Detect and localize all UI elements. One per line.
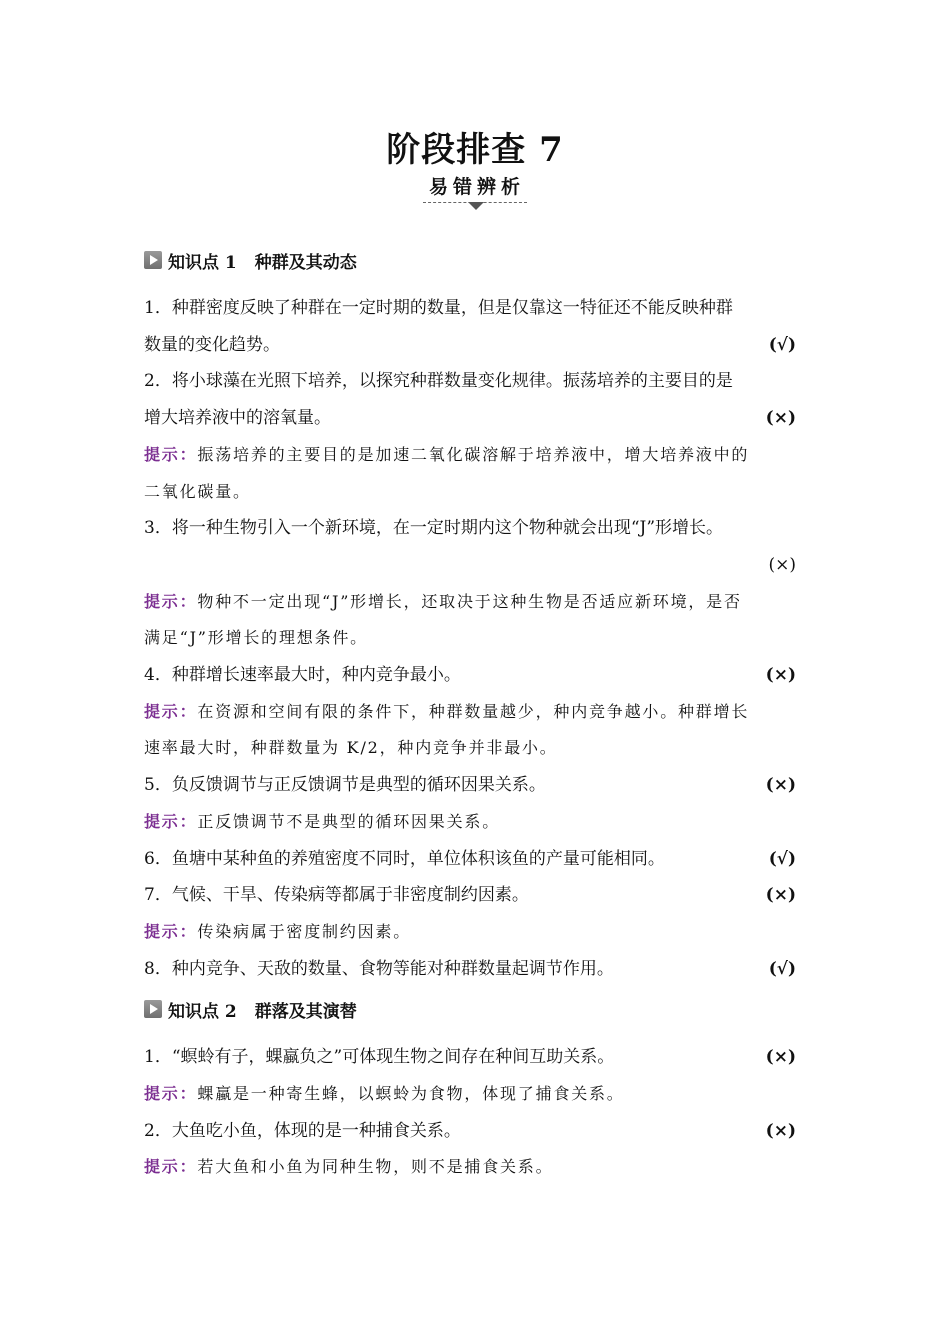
answer-mark: (×)	[765, 1120, 796, 1141]
section-label: 知识点 2	[168, 1001, 237, 1022]
page-subtitle: 易错辨析	[423, 174, 527, 203]
hint-line: 提示：传染病属于密度制约因素。	[144, 921, 412, 941]
question-line: 3．将一种生物引入一个新环境，在一定时期内这个物种就会出现“J”形增长。	[144, 518, 724, 539]
section-heading-2	[144, 991, 804, 1027]
hint-line: 提示：振荡培养的主要目的是加速二氧化碳溶解于培养液中，增大培养液中的	[144, 444, 750, 464]
hint-label: 提示：	[144, 444, 198, 464]
answer-mark: (×)	[765, 665, 796, 686]
play-icon	[144, 1000, 162, 1018]
hint-line: 提示：在资源和空间有限的条件下，种群数量越少，种内竞争越小。种群增长	[144, 701, 750, 721]
hint-line: 满足“J”形增长的理想条件。	[144, 628, 368, 648]
hint-line: 提示：正反馈调节不是典型的循环因果关系。	[144, 811, 501, 831]
question-line: 增大培养液中的溶氧量。 (×)	[144, 400, 804, 437]
hint-line: 提示：物种不一定出现“J”形增长，还取决于这种生物是否适应新环境，是否	[144, 591, 742, 611]
hint-label: 提示：	[144, 1157, 198, 1177]
answer-mark: (√)	[768, 848, 796, 869]
question-line: 6．鱼塘中某种鱼的养殖密度不同时，单位体积该鱼的产量可能相同。 (√)	[144, 841, 804, 878]
question-line: 8．种内竞争、天敌的数量、食物等能对种群数量起调节作用。 (√)	[144, 951, 804, 988]
question-line: 1．种群密度反映了种群在一定时期的数量，但是仅靠这一特征还不能反映种群	[144, 298, 733, 318]
question-line: 2．将小球藻在光照下培养，以探究种群数量变化规律。振荡培养的主要目的是	[144, 371, 733, 392]
question-line: 1．“螟蛉有子，蜾蠃负之”可体现生物之间存在种间互助关系。 (×)	[144, 1039, 804, 1076]
section-name: 群落及其演替	[254, 1001, 357, 1022]
hint-label: 提示：	[144, 701, 198, 721]
triangle-down-icon	[468, 202, 484, 210]
question-line: 5．负反馈调节与正反馈调节是典型的循环因果关系。 (×)	[144, 767, 804, 804]
answer-mark: (×)	[765, 1047, 796, 1068]
hint-label: 提示：	[144, 921, 198, 941]
hint-line: 二氧化碳量。	[144, 481, 251, 501]
question-line: 7．气候、干旱、传染病等都属于非密度制约因素。 (×)	[144, 877, 804, 914]
answer-mark: (×)	[765, 775, 796, 796]
answer-mark: (√)	[768, 958, 796, 979]
answer-mark: (×)	[768, 554, 796, 575]
content	[144, 242, 804, 1186]
question-line: 4．种群增长速率最大时，种内竞争最小。 (×)	[144, 657, 804, 694]
answer-mark: (×)	[765, 885, 796, 906]
section-heading-1	[144, 242, 804, 278]
section-label: 知识点 1	[168, 252, 237, 273]
play-icon	[144, 251, 162, 269]
hint-label: 提示：	[144, 1084, 198, 1104]
hint-label: 提示：	[144, 591, 198, 611]
question-line: 数量的变化趋势。 (√)	[144, 327, 804, 364]
question-line: 2．大鱼吃小鱼，体现的是一种捕食关系。 (×)	[144, 1113, 804, 1150]
subtitle-wrap	[0, 174, 950, 203]
answer-mark: (×)	[765, 408, 796, 429]
section-name: 种群及其动态	[254, 252, 357, 273]
hint-line: 提示：若大鱼和小鱼为同种生物，则不是捕食关系。	[144, 1157, 554, 1177]
answer-mark: (√)	[768, 334, 796, 355]
hint-label: 提示：	[144, 811, 198, 831]
page-title: 阶段排查 7	[386, 130, 564, 170]
hint-line: 提示：蜾蠃是一种寄生蜂，以螟蛉为食物，体现了捕食关系。	[144, 1084, 625, 1104]
hint-line: 速率最大时，种群数量为 K/2，种内竞争并非最小。	[144, 738, 558, 758]
